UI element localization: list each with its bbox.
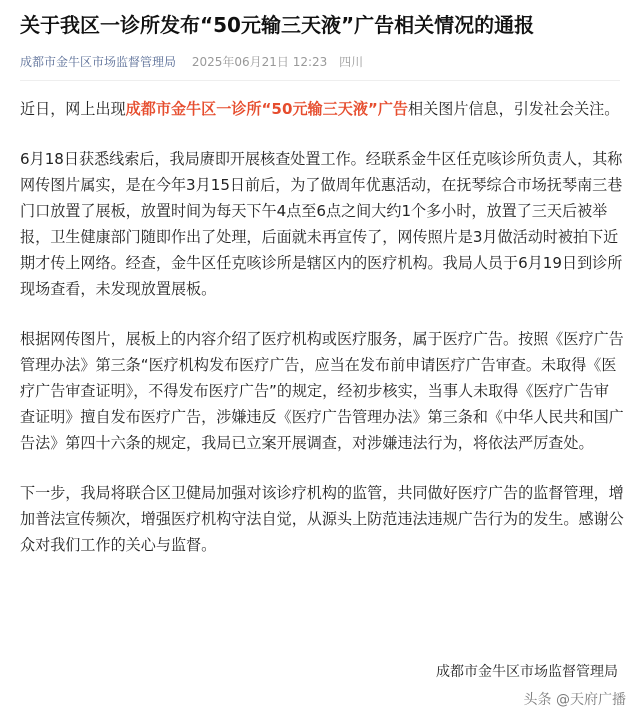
intro-highlight: 成都市金牛区一诊所“50元输三天液”广告: [125, 100, 409, 118]
signature: 成都市金牛区市场监督管理局: [436, 664, 618, 680]
article-body: [20, 96, 624, 582]
intro-text-start: 近日，网上出现: [20, 100, 126, 118]
article-source-link[interactable]: 成都市金牛区市场监督管理局: [20, 55, 177, 69]
paragraph-next-steps: 下一步，我局将联合区卫健局加强对该诊疗机构的监管，共同做好医疗广告的监督管理，增加普法宣传频次，增强医疗机构守法自觉，从源头上防范违法违规广告行为的发生。感谢公众对我们工作的关心与监督。: [20, 484, 624, 554]
article-meta: [20, 54, 630, 70]
paragraph-investigation: 6月18日获悉线索后，我局赓即开展核查处置工作。经联系金牛区任克咳诊所负责人，其称网传图片属实，是在今年3月15日前后，为了做周年优惠活动，在抚琴综合市场抚琴南三巷门口放置了展板，放置时间为每天下午4点至6点之间大约1个多小时，放置了三天后被举报，卫生健康部门随即作出了处理，后面就未再宣传了，网传照片是3月做活动时被拍下近期才传上网络。经查，金牛区任克咳诊所是辖区内的医疗机构。我局人员于6月19日到诊所现场查看，未发现放置展板。: [20, 150, 623, 298]
paragraph-legal-basis: 根据网传图片，展板上的内容介绍了医疗机构或医疗服务，属于医疗广告。按照《医疗广告管理办法》第三条“医疗机构发布医疗广告，应当在发布前申请医疗广告审查。未取得《医疗广告审查证明》，不得发布医疗广告”的规定，经初步核实，当事人未取得《医疗广告审查证明》擅自发布医疗广告，涉嫌违反《医疗广告管理办法》第三条和《中华人民共和国广告法》第四十六条的规定，我局已立案开展调查，对涉嫌违法行为，将依法严厉查处。: [20, 330, 624, 452]
paragraph-intro: [20, 96, 624, 122]
article-title: 关于我区一诊所发布“50元输三天液”广告相关情况的通报: [20, 13, 535, 37]
header-divider: [20, 80, 620, 81]
watermark: 头条 @天府广播: [523, 692, 626, 708]
intro-text-end: 相关图片信息，引发社会关注。: [408, 100, 620, 118]
article-datetime: 2025年06月21日 12:23: [191, 55, 328, 69]
article-location: 四川: [339, 55, 364, 69]
